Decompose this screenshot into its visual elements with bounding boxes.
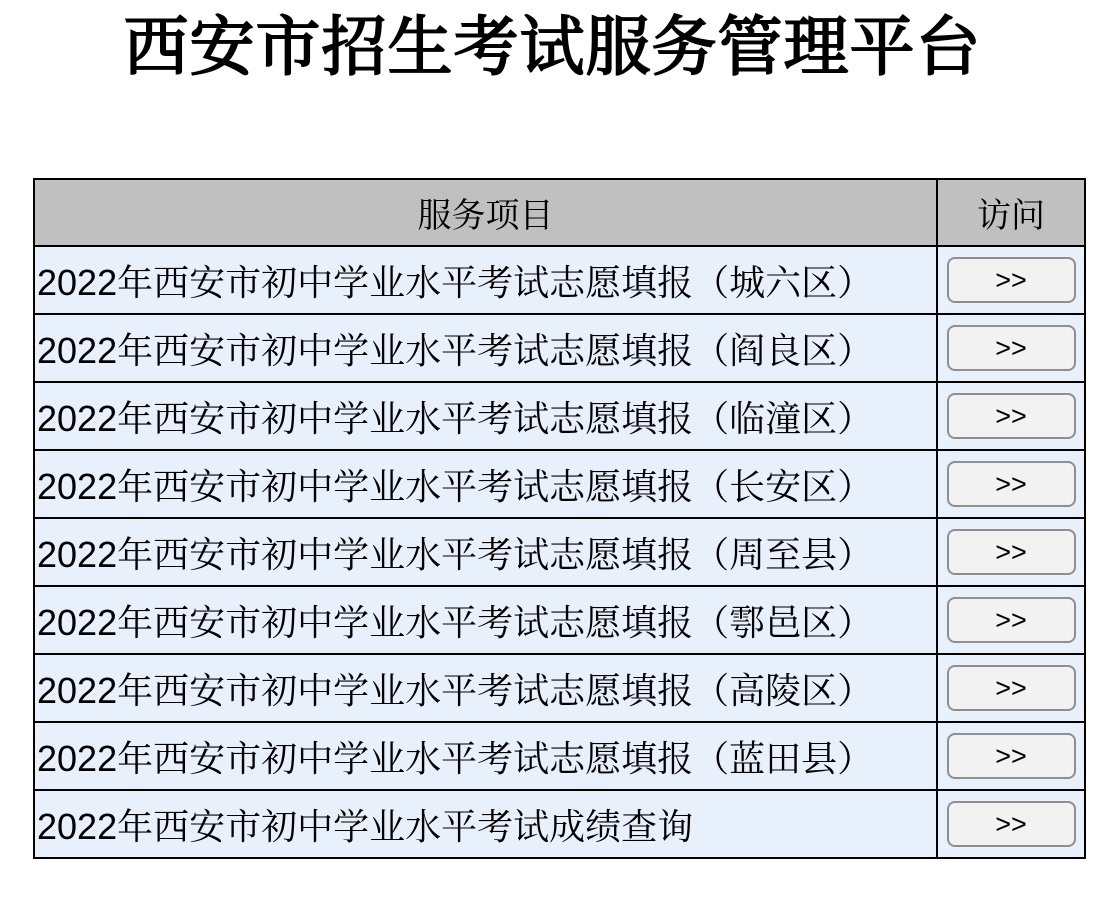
column-header-access: 访问 — [937, 179, 1085, 246]
access-cell — [937, 654, 1085, 722]
access-cell — [937, 382, 1085, 450]
access-button[interactable]: >> — [947, 801, 1076, 847]
table-row — [34, 246, 1085, 314]
access-button[interactable]: >> — [947, 597, 1076, 643]
table-row — [34, 586, 1085, 654]
column-header-service: 服务项目 — [34, 179, 937, 246]
access-cell — [937, 246, 1085, 314]
access-cell — [937, 518, 1085, 586]
access-button[interactable]: >> — [947, 393, 1076, 439]
service-name: 2022年西安市初中学业水平考试志愿填报（城六区） — [34, 246, 937, 314]
table-row — [34, 382, 1085, 450]
access-button[interactable]: >> — [947, 733, 1076, 779]
access-cell — [937, 586, 1085, 654]
access-cell — [937, 722, 1085, 790]
access-button[interactable]: >> — [947, 461, 1076, 507]
service-name: 2022年西安市初中学业水平考试志愿填报（高陵区） — [34, 654, 937, 722]
access-button[interactable]: >> — [947, 529, 1076, 575]
service-name: 2022年西安市初中学业水平考试志愿填报（长安区） — [34, 450, 937, 518]
service-name: 2022年西安市初中学业水平考试成绩查询 — [34, 790, 937, 858]
table-row — [34, 450, 1085, 518]
services-table — [33, 178, 1086, 859]
header-row — [34, 179, 1085, 246]
table-header — [34, 179, 1085, 246]
table-row — [34, 518, 1085, 586]
service-name: 2022年西安市初中学业水平考试志愿填报（蓝田县） — [34, 722, 937, 790]
table-row — [34, 654, 1085, 722]
service-name: 2022年西安市初中学业水平考试志愿填报（阎良区） — [34, 314, 937, 382]
page-title: 西安市招生考试服务管理平台 — [123, 10, 982, 83]
access-button[interactable]: >> — [947, 665, 1076, 711]
access-button[interactable]: >> — [947, 325, 1076, 371]
service-name: 2022年西安市初中学业水平考试志愿填报（周至县） — [34, 518, 937, 586]
access-button[interactable]: >> — [947, 257, 1076, 303]
access-cell — [937, 314, 1085, 382]
table-body — [34, 246, 1085, 858]
table-row — [34, 722, 1085, 790]
table-row — [34, 790, 1085, 858]
service-name: 2022年西安市初中学业水平考试志愿填报（临潼区） — [34, 382, 937, 450]
table-row — [34, 314, 1085, 382]
service-name: 2022年西安市初中学业水平考试志愿填报（鄠邑区） — [34, 586, 937, 654]
access-cell — [937, 450, 1085, 518]
access-cell — [937, 790, 1085, 858]
